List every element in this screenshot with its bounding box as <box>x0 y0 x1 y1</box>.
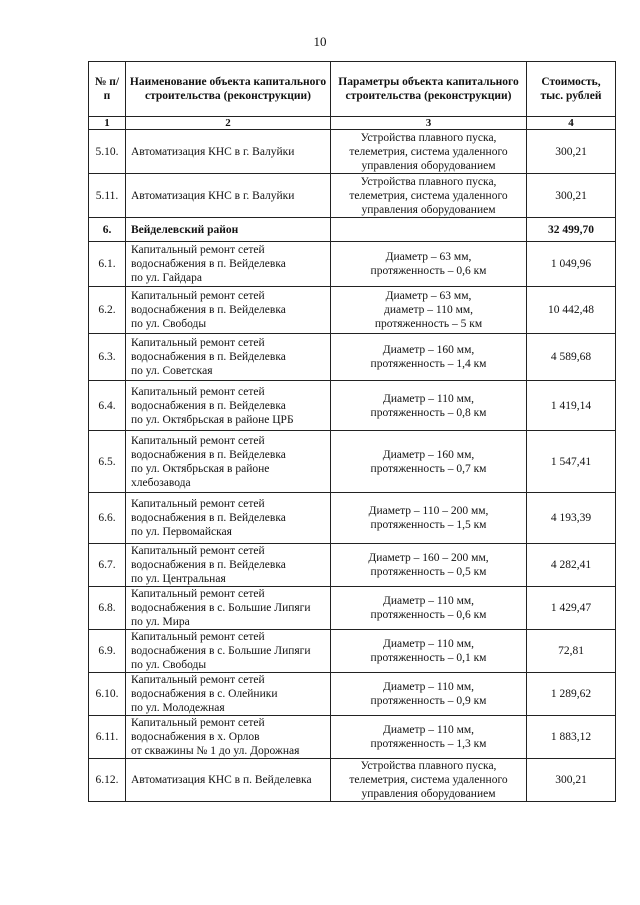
object-parameters <box>331 431 527 493</box>
object-name-line: по ул. Октябрьская в районе <box>131 462 270 475</box>
object-parameters <box>331 759 527 802</box>
object-name-line: Капитальный ремонт сетей <box>131 337 265 349</box>
row-number: 6.3. <box>89 334 126 381</box>
table-row <box>89 493 616 544</box>
object-name-line: по ул. Свободы <box>131 659 207 671</box>
table-row <box>89 287 616 334</box>
object-parameters-line: телеметрия, система удаленного <box>349 774 508 786</box>
object-parameters-line: протяженность – 1,4 км <box>370 358 487 370</box>
object-name-line: по ул. Мира <box>131 616 190 628</box>
object-name <box>126 716 331 759</box>
row-number: 5.11. <box>89 174 126 218</box>
row-number: 6. <box>89 218 126 242</box>
object-parameters-line: Диаметр – 63 мм, <box>385 251 472 263</box>
object-parameters-line: протяженность – 0,6 км <box>370 265 487 277</box>
table-row <box>89 431 616 493</box>
header-object-name: Наименование объекта капитального строительства (реконструкции) <box>126 62 331 117</box>
object-cost: 300,21 <box>527 759 616 802</box>
object-name <box>126 431 331 493</box>
object-cost: 4 589,68 <box>527 334 616 381</box>
object-name-line: водоснабжения в х. Орлов <box>131 731 260 743</box>
object-name-line: водоснабжения в п. Вейделевка <box>131 448 286 461</box>
table-row <box>89 587 616 630</box>
section-row <box>89 218 616 242</box>
object-parameters <box>331 381 527 431</box>
object-name-line: Капитальный ремонт сетей <box>131 385 265 398</box>
object-cost: 1 429,47 <box>527 587 616 630</box>
object-name-line: водоснабжения в п. Вейделевка <box>131 258 286 270</box>
object-cost: 1 883,12 <box>527 716 616 759</box>
object-name-line: по ул. Молодежная <box>131 702 225 714</box>
object-name <box>126 334 331 381</box>
object-name-line: Капитальный ремонт сетей <box>131 631 265 643</box>
object-name-line: хлебозавода <box>131 476 191 489</box>
table-header-row <box>89 62 616 117</box>
object-name <box>126 287 331 334</box>
object-parameters-line: управления оборудованием <box>361 788 496 800</box>
object-parameters <box>331 130 527 174</box>
object-cost: 1 289,62 <box>527 673 616 716</box>
object-cost: 32 499,70 <box>527 218 616 242</box>
table-row <box>89 130 616 174</box>
object-parameters-line: протяженность – 0,1 км <box>370 652 487 664</box>
object-name-line: Автоматизация КНС в г. Валуйки <box>131 189 295 202</box>
object-parameters-line: Устройства плавного пуска, <box>360 131 497 144</box>
object-name <box>126 381 331 431</box>
object-cost: 300,21 <box>527 130 616 174</box>
column-index: 4 <box>527 117 616 130</box>
object-name-line: по ул. Советская <box>131 365 213 377</box>
object-name <box>126 130 331 174</box>
object-name-line: Вейделевский район <box>131 223 239 236</box>
object-name-line: Капитальный ремонт сетей <box>131 674 265 686</box>
object-cost: 300,21 <box>527 174 616 218</box>
object-parameters-line: протяженность – 1,3 км <box>370 738 487 750</box>
object-parameters-line: телеметрия, система удаленного <box>349 145 508 158</box>
header-cost: Стоимость, тыс. рублей <box>527 62 616 117</box>
table-row <box>89 716 616 759</box>
object-name <box>126 174 331 218</box>
row-number: 5.10. <box>89 130 126 174</box>
object-parameters <box>331 587 527 630</box>
object-name-line: Капитальный ремонт сетей <box>131 545 265 557</box>
table-row <box>89 759 616 802</box>
object-name-line: водоснабжения в с. Большие Липяги <box>131 645 311 657</box>
object-parameters <box>331 242 527 287</box>
page-number: 10 <box>313 34 327 49</box>
object-parameters-line: протяженность – 5 км <box>374 318 483 330</box>
object-parameters-line: Диаметр – 160 мм, <box>382 344 475 356</box>
object-name-line: Капитальный ремонт сетей <box>131 498 265 510</box>
object-name-line: водоснабжения в с. Большие Липяги <box>131 602 311 614</box>
object-name <box>126 544 331 587</box>
row-number: 6.12. <box>89 759 126 802</box>
header-object-parameters: Параметры объекта капитального строительства (реконструкции) <box>331 62 527 117</box>
table-row <box>89 381 616 431</box>
object-parameters-line: протяженность – 0,7 км <box>370 462 487 475</box>
object-parameters <box>331 493 527 544</box>
table-row <box>89 174 616 218</box>
object-parameters <box>331 287 527 334</box>
object-name-line: Капитальный ремонт сетей <box>131 588 265 600</box>
object-parameters-line: протяженность – 0,6 км <box>370 609 487 621</box>
object-name-line: Капитальный ремонт сетей <box>131 434 265 447</box>
capital-construction-table <box>88 61 616 802</box>
object-parameters-line: диаметр – 110 мм, <box>383 304 474 316</box>
object-name-line: водоснабжения в п. Вейделевка <box>131 351 286 363</box>
object-parameters-line: Диаметр – 110 мм, <box>382 638 475 650</box>
column-index: 2 <box>126 117 331 130</box>
object-name-line: водоснабжения в п. Вейделевка <box>131 559 286 571</box>
row-number: 6.9. <box>89 630 126 673</box>
object-name-line: по ул. Гайдара <box>131 272 202 284</box>
object-name <box>126 673 331 716</box>
table-row <box>89 673 616 716</box>
row-number: 6.4. <box>89 381 126 431</box>
object-cost: 1 049,96 <box>527 242 616 287</box>
object-name <box>126 493 331 544</box>
object-parameters <box>331 673 527 716</box>
object-parameters <box>331 334 527 381</box>
object-cost: 4 282,41 <box>527 544 616 587</box>
object-name-line: Автоматизация КНС в п. Вейделевка <box>131 774 312 786</box>
object-name-line: по ул. Первомайская <box>131 526 232 538</box>
object-name <box>126 759 331 802</box>
row-number: 6.1. <box>89 242 126 287</box>
table-row <box>89 630 616 673</box>
object-parameters <box>331 544 527 587</box>
object-name <box>126 242 331 287</box>
row-number: 6.2. <box>89 287 126 334</box>
object-name-line: от скважины № 1 до ул. Дорожная <box>131 745 300 757</box>
object-cost: 72,81 <box>527 630 616 673</box>
row-number: 6.7. <box>89 544 126 587</box>
object-name <box>126 630 331 673</box>
object-name-line: по ул. Свободы <box>131 318 207 330</box>
object-parameters <box>331 174 527 218</box>
row-number: 6.10. <box>89 673 126 716</box>
object-parameters-line: управления оборудованием <box>361 203 496 216</box>
object-parameters-line: Диаметр – 110 мм, <box>382 681 475 693</box>
row-number: 6.6. <box>89 493 126 544</box>
row-number: 6.8. <box>89 587 126 630</box>
object-name-line: Капитальный ремонт сетей <box>131 244 265 256</box>
column-index: 1 <box>89 117 126 130</box>
object-cost: 1 419,14 <box>527 381 616 431</box>
table-row <box>89 242 616 287</box>
header-number: № п/п <box>89 62 126 117</box>
table-row <box>89 334 616 381</box>
object-name-line: по ул. Октябрьская в районе ЦРБ <box>131 413 294 426</box>
object-parameters <box>331 218 527 242</box>
object-parameters-line: протяженность – 0,5 км <box>370 566 487 578</box>
object-parameters-line: Диаметр – 110 мм, <box>382 595 475 607</box>
object-parameters-line: Диаметр – 63 мм, <box>385 290 472 302</box>
object-cost: 1 547,41 <box>527 431 616 493</box>
object-parameters-line: Диаметр – 160 – 200 мм, <box>368 552 489 564</box>
column-index-row <box>89 117 616 130</box>
object-parameters <box>331 716 527 759</box>
object-parameters-line: телеметрия, система удаленного <box>349 189 508 202</box>
object-parameters-line: управления оборудованием <box>361 159 496 172</box>
object-parameters-line: протяженность – 0,9 км <box>370 695 487 707</box>
row-number: 6.11. <box>89 716 126 759</box>
object-name-line: водоснабжения в п. Вейделевка <box>131 304 286 316</box>
object-name-line: Капитальный ремонт сетей <box>131 717 265 729</box>
object-name-line: Автоматизация КНС в г. Валуйки <box>131 145 295 158</box>
object-parameters-line: Диаметр – 110 – 200 мм, <box>368 505 489 517</box>
object-parameters-line: Диаметр – 110 мм, <box>382 392 475 405</box>
object-parameters-line: Устройства плавного пуска, <box>360 760 497 772</box>
table-row <box>89 544 616 587</box>
object-parameters-line: Диаметр – 110 мм, <box>382 724 475 736</box>
table-body <box>89 130 616 802</box>
object-parameters-line: Диаметр – 160 мм, <box>382 448 475 461</box>
object-name-line: водоснабжения в с. Олейники <box>131 688 278 700</box>
object-parameters-line: протяженность – 0,8 км <box>370 406 487 419</box>
object-cost: 10 442,48 <box>527 287 616 334</box>
object-name-line: водоснабжения в п. Вейделевка <box>131 399 286 412</box>
object-name <box>126 218 331 242</box>
column-index: 3 <box>331 117 527 130</box>
object-parameters-line: протяженность – 1,5 км <box>370 519 487 531</box>
object-parameters <box>331 630 527 673</box>
object-cost: 4 193,39 <box>527 493 616 544</box>
row-number: 6.5. <box>89 431 126 493</box>
object-parameters-line: Устройства плавного пуска, <box>360 175 497 188</box>
object-name-line: водоснабжения в п. Вейделевка <box>131 512 286 524</box>
object-name-line: по ул. Центральная <box>131 573 226 585</box>
object-name-line: Капитальный ремонт сетей <box>131 290 265 302</box>
object-name <box>126 587 331 630</box>
